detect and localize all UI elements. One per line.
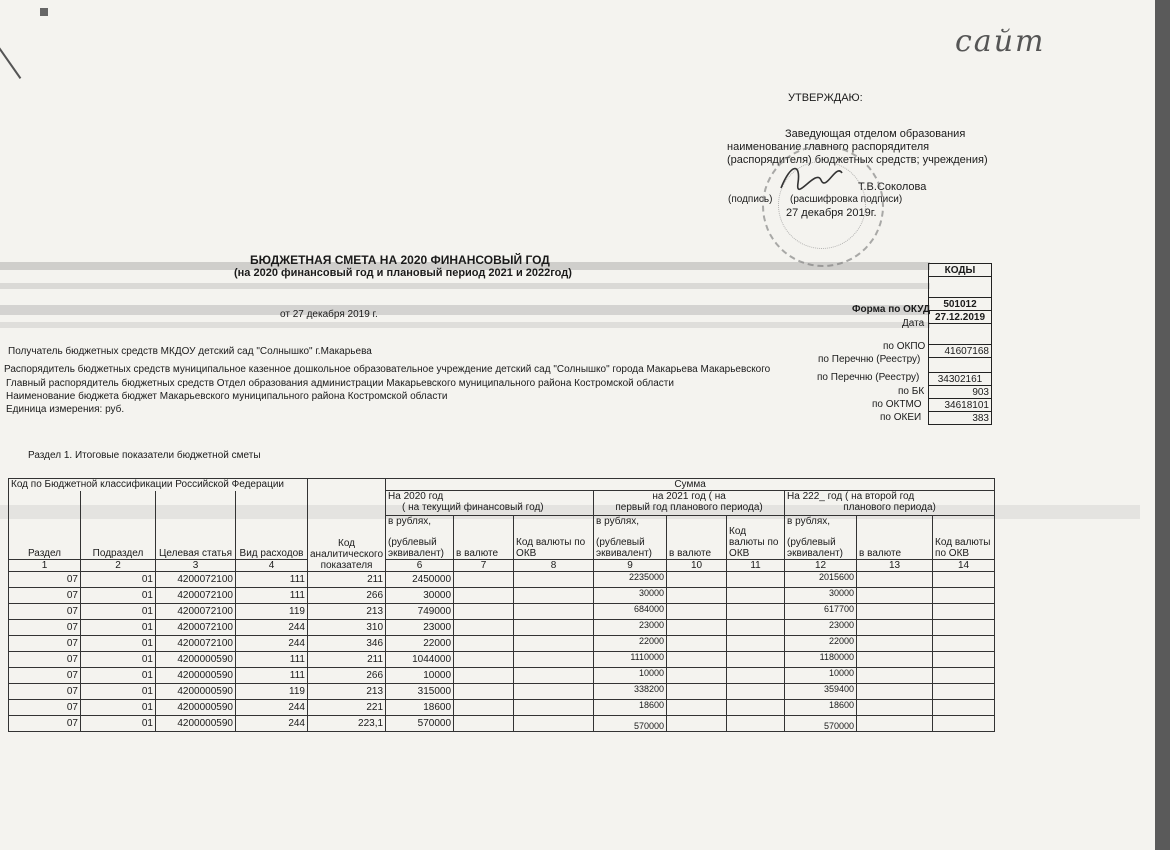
- currency-2022-cell: [857, 588, 933, 604]
- currency-2020-cell: [454, 716, 514, 732]
- sum-2020-cell: 23000: [386, 620, 454, 636]
- section-title: Раздел 1. Итоговые показатели бюджетной сметы: [28, 450, 261, 461]
- currency-2022-cell: [857, 620, 933, 636]
- vid-cell: 244: [236, 620, 308, 636]
- currency-2022: в валюте: [857, 516, 933, 560]
- currency-2020-cell: [454, 700, 514, 716]
- target-cell: 4200000590: [156, 700, 236, 716]
- table-row: [9, 700, 995, 716]
- currency-2021-cell: [667, 684, 727, 700]
- column-number-row: [9, 560, 995, 572]
- okv-2020-cell: [514, 620, 594, 636]
- scan-mark: [0, 45, 21, 79]
- sum-2020-cell: 570000: [386, 716, 454, 732]
- podrazdel-cell: 01: [81, 588, 156, 604]
- okv-2020-cell: [514, 668, 594, 684]
- currency-2020-cell: [454, 604, 514, 620]
- signature: [776, 158, 846, 198]
- column-number: 6: [386, 560, 454, 572]
- okpo-code: 41607168: [929, 345, 992, 358]
- vid-cell: 111: [236, 668, 308, 684]
- sum-2022-cell: 570000: [785, 716, 857, 732]
- podrazdel-cell: 01: [81, 604, 156, 620]
- year-2022-header: На 222_ год ( на второй год планового периода): [785, 491, 995, 516]
- currency-2021-cell: [667, 588, 727, 604]
- currency-2021-cell: [667, 652, 727, 668]
- sum-2020-cell: 10000: [386, 668, 454, 684]
- column-number: 4: [236, 560, 308, 572]
- sum-2022-cell: 23000: [785, 620, 857, 636]
- scan-noise: [0, 322, 930, 328]
- approval-hint-2: (распорядителя) бюджетных средств; учреждения): [727, 154, 988, 166]
- table-row: [9, 588, 995, 604]
- sum-2021-cell: 570000: [594, 716, 667, 732]
- column-number: 9: [594, 560, 667, 572]
- okv-2022-cell: [933, 604, 995, 620]
- table-row: [9, 668, 995, 684]
- target-cell: 4200000590: [156, 684, 236, 700]
- column-number: 1: [9, 560, 81, 572]
- okv-2020: Код валюты по ОКВ: [514, 516, 594, 560]
- sum-2022-cell: 30000: [785, 588, 857, 604]
- target-cell: 4200072100: [156, 588, 236, 604]
- column-number: 14: [933, 560, 995, 572]
- kod-cell: 213: [308, 604, 386, 620]
- currency-2022-cell: [857, 716, 933, 732]
- vid-cell: 111: [236, 572, 308, 588]
- column-number: 3: [156, 560, 236, 572]
- currency-2021-cell: [667, 604, 727, 620]
- currency-2022-cell: [857, 684, 933, 700]
- podrazdel-cell: 01: [81, 700, 156, 716]
- currency-2022-cell: [857, 636, 933, 652]
- okv-2022-cell: [933, 700, 995, 716]
- table-body: [9, 572, 995, 732]
- okv-2022-cell: [933, 684, 995, 700]
- target-cell: 4200000590: [156, 716, 236, 732]
- rub-2020: в рублях, (рублевый эквивалент): [386, 516, 454, 560]
- approval-sign-hint: (подпись): [728, 194, 773, 205]
- currency-2022-cell: [857, 668, 933, 684]
- vid-cell: 119: [236, 604, 308, 620]
- vid-cell: 244: [236, 700, 308, 716]
- okv-2022-cell: [933, 572, 995, 588]
- bk-label: по БК: [898, 386, 925, 397]
- razdel-cell: 07: [9, 668, 81, 684]
- target-cell: 4200000590: [156, 668, 236, 684]
- target-cell: 4200000590: [156, 652, 236, 668]
- razdel-cell: 07: [9, 652, 81, 668]
- sum-2020-cell: 2450000: [386, 572, 454, 588]
- sum-2021-cell: 30000: [594, 588, 667, 604]
- vid-cell: 119: [236, 684, 308, 700]
- scanner-edge: [1155, 0, 1170, 850]
- column-number: 13: [857, 560, 933, 572]
- okei-code: 383: [929, 412, 992, 425]
- form-code: 501012: [929, 298, 992, 311]
- table-row: [9, 684, 995, 700]
- sum-2022-cell: 22000: [785, 636, 857, 652]
- list-label: по Перечню (Реестру): [818, 354, 921, 365]
- col-kod: Код аналитического показателя: [308, 491, 386, 572]
- table-row: [9, 716, 995, 732]
- target-cell: 4200072100: [156, 604, 236, 620]
- razdel-cell: 07: [9, 588, 81, 604]
- sum-2021-cell: 10000: [594, 668, 667, 684]
- currency-2020-cell: [454, 572, 514, 588]
- year-2020-header: На 2020 год ( на текущий финансовый год): [386, 491, 594, 516]
- approval-signer: Т.В.Соколова: [858, 181, 927, 193]
- column-number: 11: [727, 560, 785, 572]
- okv-2022: Код валюты по ОКВ: [933, 516, 995, 560]
- currency-2020-cell: [454, 652, 514, 668]
- razdel-cell: 07: [9, 604, 81, 620]
- form-date: 27.12.2019: [929, 311, 992, 324]
- okv-2021-cell: [727, 636, 785, 652]
- razdel-cell: 07: [9, 572, 81, 588]
- okv-2020-cell: [514, 716, 594, 732]
- budget-name-line: Наименование бюджета бюджет Макарьевского муниципального района Костромской области: [6, 391, 448, 402]
- currency-2021-cell: [667, 620, 727, 636]
- sum-2022-cell: 1180000: [785, 652, 857, 668]
- sum-2020-cell: 315000: [386, 684, 454, 700]
- currency-2021-cell: [667, 716, 727, 732]
- rub-2022: в рублях, (рублевый эквивалент): [785, 516, 857, 560]
- oktmo-label: по ОКТМО: [872, 399, 922, 410]
- sum-2021-cell: 338200: [594, 684, 667, 700]
- column-number: 10: [667, 560, 727, 572]
- okv-2020-cell: [514, 684, 594, 700]
- document-subtitle: (на 2020 финансовый год и плановый период 2021 и 2022год): [234, 267, 572, 279]
- okv-2021-cell: [727, 652, 785, 668]
- column-number: 2: [81, 560, 156, 572]
- podrazdel-cell: 01: [81, 652, 156, 668]
- currency-2021-cell: [667, 700, 727, 716]
- sum-2021-cell: 23000: [594, 620, 667, 636]
- sum-2020-cell: 22000: [386, 636, 454, 652]
- okv-2020-cell: [514, 652, 594, 668]
- okv-2021-cell: [727, 684, 785, 700]
- okv-2021-cell: [727, 604, 785, 620]
- codes-table: [928, 263, 992, 425]
- currency-2021-cell: [667, 668, 727, 684]
- date-label: Дата: [902, 318, 925, 329]
- document-title: БЮДЖЕТНАЯ СМЕТА НА 2020 ФИНАНСОВЫЙ ГОД: [250, 253, 550, 267]
- currency-2022-cell: [857, 572, 933, 588]
- year-2021-header: на 2021 год ( на первый год планового периода): [594, 491, 785, 516]
- vid-cell: 111: [236, 652, 308, 668]
- currency-2020-cell: [454, 668, 514, 684]
- currency-2021: в валюте: [667, 516, 727, 560]
- column-number: 12: [785, 560, 857, 572]
- kod-cell: 266: [308, 668, 386, 684]
- column-number: 7: [454, 560, 514, 572]
- sum-2020-cell: 749000: [386, 604, 454, 620]
- form-label: Форма по ОКУД: [852, 304, 931, 315]
- okv-2020-cell: [514, 700, 594, 716]
- approval-position: Заведующая отделом образования: [785, 128, 966, 140]
- codes-empty: [929, 277, 992, 298]
- approval-date: 27 декабря 2019г.: [786, 207, 877, 219]
- distributor-line: Распорядитель бюджетных средств муниципальное казенное дошкольное образовательное учреждение детский сад "Солнышко" города Макарьева Макарьевского: [4, 364, 771, 375]
- kod-cell: 213: [308, 684, 386, 700]
- okv-2021-cell: [727, 668, 785, 684]
- okv-2022-cell: [933, 716, 995, 732]
- sum-2021-cell: 1110000: [594, 652, 667, 668]
- kod-cell: 211: [308, 652, 386, 668]
- vid-cell: 244: [236, 636, 308, 652]
- table-row: [9, 652, 995, 668]
- recipient-line: Получатель бюджетных средств МКДОУ детский сад "Солнышко" г.Макарьева: [8, 346, 372, 357]
- approval-hint-1: наименование главного распорядителя: [727, 141, 930, 153]
- currency-2020-cell: [454, 636, 514, 652]
- table-row: [9, 572, 995, 588]
- okv-2020-cell: [514, 636, 594, 652]
- sum-2021-cell: 22000: [594, 636, 667, 652]
- col-podrazdel: Подраздел: [81, 491, 156, 560]
- table-row: [9, 604, 995, 620]
- kod-cell: 266: [308, 588, 386, 604]
- razdel-cell: 07: [9, 636, 81, 652]
- code-group-header: Код по Бюджетной классификации Российской Федерации: [9, 479, 308, 491]
- okv-2022-cell: [933, 652, 995, 668]
- vid-cell: 111: [236, 588, 308, 604]
- okv-2022-cell: [933, 620, 995, 636]
- sum-2021-cell: 684000: [594, 604, 667, 620]
- kod-cell: 223,1: [308, 716, 386, 732]
- currency-2020-cell: [454, 684, 514, 700]
- table-row: [9, 636, 995, 652]
- currency-2022-cell: [857, 604, 933, 620]
- target-cell: 4200072100: [156, 620, 236, 636]
- sum-2022-cell: 617700: [785, 604, 857, 620]
- vid-cell: 244: [236, 716, 308, 732]
- okv-2021-cell: [727, 588, 785, 604]
- podrazdel-cell: 01: [81, 572, 156, 588]
- okv-2021-cell: [727, 572, 785, 588]
- sum-2020-cell: 1044000: [386, 652, 454, 668]
- okv-2020-cell: [514, 572, 594, 588]
- currency-2022-cell: [857, 652, 933, 668]
- okv-2021-cell: [727, 620, 785, 636]
- razdel-cell: 07: [9, 700, 81, 716]
- list-code: 34302161: [929, 373, 992, 386]
- sum-2022-cell: 18600: [785, 700, 857, 716]
- scan-mark: [40, 8, 48, 16]
- col-vid: Вид расходов: [236, 491, 308, 560]
- okv-2021: Код валюты по ОКВ: [727, 516, 785, 560]
- sum-2022-cell: 10000: [785, 668, 857, 684]
- handwritten-note: сайт: [955, 24, 1046, 59]
- currency-2021-cell: [667, 572, 727, 588]
- sum-2021-cell: 18600: [594, 700, 667, 716]
- currency-2020: в валюте: [454, 516, 514, 560]
- list-label-2: по Перечню (Реестру): [817, 372, 920, 383]
- approval-decode-hint: (расшифровка подписи): [790, 194, 903, 205]
- razdel-cell: 07: [9, 620, 81, 636]
- podrazdel-cell: 01: [81, 636, 156, 652]
- target-cell: 4200072100: [156, 636, 236, 652]
- approval-title: УТВЕРЖДАЮ:: [788, 92, 863, 104]
- oktmo-code: 34618101: [929, 399, 992, 412]
- kod-cell: 221: [308, 700, 386, 716]
- scan-noise: [0, 283, 930, 289]
- okv-2021-cell: [727, 716, 785, 732]
- target-cell: 4200072100: [156, 572, 236, 588]
- sum-2022-cell: 2015600: [785, 572, 857, 588]
- bk-code: 903: [929, 386, 992, 399]
- razdel-cell: 07: [9, 684, 81, 700]
- kod-cell: 346: [308, 636, 386, 652]
- okv-2022-cell: [933, 588, 995, 604]
- podrazdel-cell: 01: [81, 716, 156, 732]
- codes-header: КОДЫ: [929, 264, 992, 277]
- okv-2021-cell: [727, 700, 785, 716]
- sum-2020-cell: 30000: [386, 588, 454, 604]
- sum-group-header: Сумма: [386, 479, 995, 491]
- rub-2021: в рублях, (рублевый эквивалент): [594, 516, 667, 560]
- okv-2020-cell: [514, 588, 594, 604]
- col-target: Целевая статья: [156, 491, 236, 560]
- currency-2020-cell: [454, 588, 514, 604]
- currency-2021-cell: [667, 636, 727, 652]
- okpo-label: по ОКПО: [883, 341, 926, 352]
- document-date: от 27 декабря 2019 г.: [280, 309, 378, 320]
- currency-2020-cell: [454, 620, 514, 636]
- main-distributor-line: Главный распорядитель бюджетных средств Отдел образования администрации Макарьевского муниципального района Костромской области: [6, 378, 674, 389]
- kod-cell: 310: [308, 620, 386, 636]
- column-number: 8: [514, 560, 594, 572]
- podrazdel-cell: 01: [81, 620, 156, 636]
- okv-2020-cell: [514, 604, 594, 620]
- okv-2022-cell: [933, 636, 995, 652]
- unit-line: Единица измерения: руб.: [6, 404, 125, 415]
- sum-2021-cell: 2235000: [594, 572, 667, 588]
- sum-2020-cell: 18600: [386, 700, 454, 716]
- table-row: [9, 620, 995, 636]
- okv-2022-cell: [933, 668, 995, 684]
- razdel-cell: 07: [9, 716, 81, 732]
- scan-noise: [0, 305, 930, 315]
- currency-2022-cell: [857, 700, 933, 716]
- podrazdel-cell: 01: [81, 684, 156, 700]
- podrazdel-cell: 01: [81, 668, 156, 684]
- okei-label: по ОКЕИ: [880, 412, 922, 423]
- kod-cell: 211: [308, 572, 386, 588]
- budget-table: [8, 478, 995, 732]
- sum-2022-cell: 359400: [785, 684, 857, 700]
- col-razdel: Раздел: [9, 491, 81, 560]
